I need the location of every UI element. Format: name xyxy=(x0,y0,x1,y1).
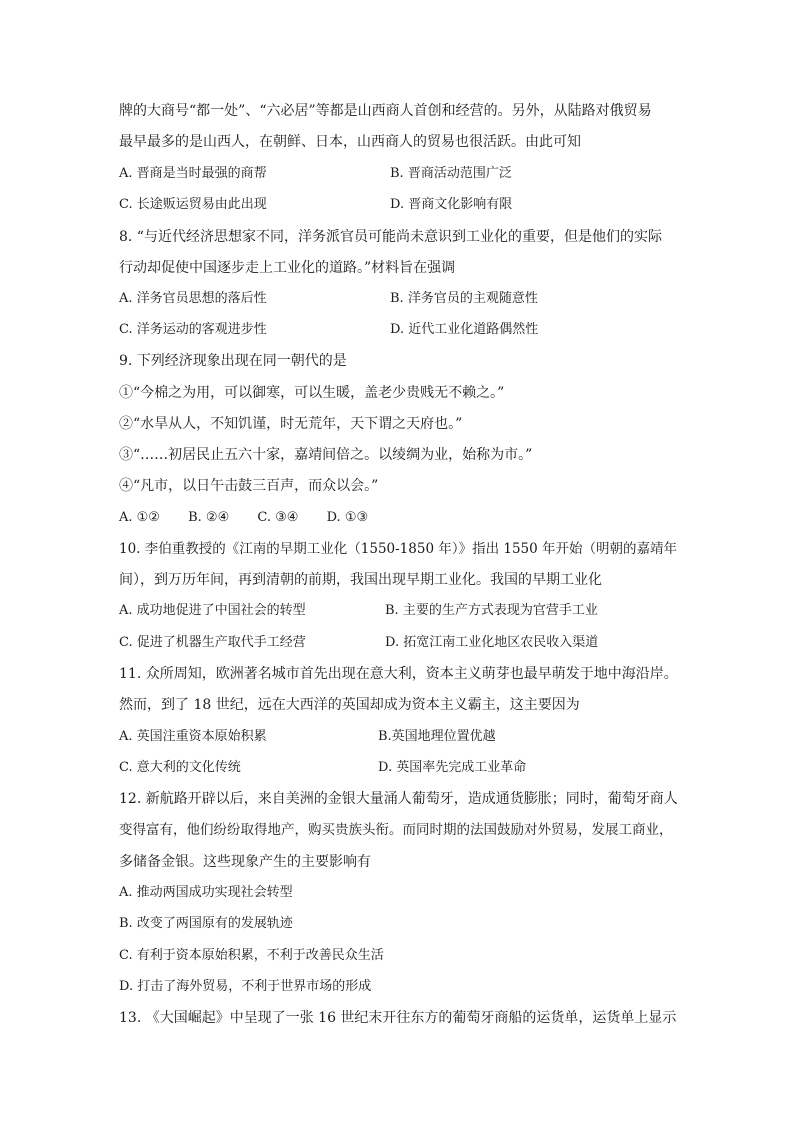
q7-option-b[interactable]: B. 晋商活动范围广泛 xyxy=(390,166,512,181)
q10-option-b[interactable]: B. 主要的生产方式表现为官营手工业 xyxy=(385,603,598,618)
q7-line-1: 牌的大商号“都一处”、“六必居”等都是山西商人首创和经营的。另外，从陆路对俄贸易 xyxy=(119,103,652,119)
q9-option-d[interactable]: D. ①③ xyxy=(326,510,369,525)
q9-options xyxy=(119,508,392,528)
q10-option-d[interactable]: D. 拓宽江南工业化地区农民收入渠道 xyxy=(385,635,599,650)
q8-line-2: 行动却促使中国逐步走上工业化的道路。”材料旨在强调 xyxy=(119,260,456,276)
q11-line-2: 然而，到了 18 世纪，远在大西洋的英国却成为资本主义霸主，这主要因为 xyxy=(119,697,580,713)
q10-line-2: 间），到万历年间，再到清朝的前期，我国出现早期工业化。我国的早期工业化 xyxy=(119,572,602,588)
q9-option-a[interactable]: A. ①② xyxy=(119,510,160,525)
q12-option-c[interactable]: C. 有利于资本原始积累，不利于改善民众生活 xyxy=(119,948,384,963)
q9-line-1: 9. 下列经济现象出现在同一朝代的是 xyxy=(119,353,347,369)
q12-line-3: 多储备金银。这些现象产生的主要影响有 xyxy=(119,854,371,870)
q12-line-1: 12. 新航路开辟以后，来自美洲的金银大量涌人葡萄牙，造成通货膨胀；同时，葡萄牙商人 xyxy=(119,791,678,807)
q8-option-d[interactable]: D. 近代工业化道路偶然性 xyxy=(390,322,539,337)
q9-line-3: ②“水旱从人，不知饥谨，时无荒年，天下谓之天府也。” xyxy=(119,416,463,432)
q11-option-b[interactable]: B.英国地理位置优越 xyxy=(378,729,496,744)
q9-line-4: ③“……初居民止五六十家，嘉靖间倍之。以绫绸为业，始称为市。” xyxy=(119,447,533,463)
q11-line-1: 11. 众所周知，欧洲著名城市首先出现在意大利，资本主义萌芽也最早萌发于地中海沿岸。 xyxy=(119,666,678,682)
q7-option-c[interactable]: C. 长途贩运贸易由此出现 xyxy=(119,197,267,212)
q11-option-a[interactable]: A. 英国注重资本原始积累 xyxy=(119,729,267,744)
q8-option-b[interactable]: B. 洋务官员的主观随意性 xyxy=(390,291,538,306)
q13-line-1: 13. 《大国崛起》中呈现了一张 16 世纪末开往东方的葡萄牙商船的运货单，运货单上显示 xyxy=(119,1010,677,1026)
q11-option-d[interactable]: D. 英国率先完成工业革命 xyxy=(378,760,527,775)
q9-line-2: ①“今棉之为用，可以御寒，可以生暖，盖老少贵贱无不赖之。” xyxy=(119,385,505,401)
q12-line-2: 变得富有，他们纷纷取得地产，购买贵族头衔。而同时期的法国鼓励对外贸易，发展工商业， xyxy=(119,822,673,838)
q7-option-d[interactable]: D. 晋商文化影响有限 xyxy=(390,197,513,212)
q8-option-c[interactable]: C. 洋务运动的客观进步性 xyxy=(119,322,267,337)
q8-line-1: 8. “与近代经济思想家不同，洋务派官员可能尚未意识到工业化的重要，但是他们的实际 xyxy=(119,229,662,245)
q12-option-d[interactable]: D. 打击了海外贸易，不利于世界市场的形成 xyxy=(119,979,372,994)
q8-option-a[interactable]: A. 洋务官员思想的落后性 xyxy=(119,291,267,306)
q9-option-b[interactable]: B. ②④ xyxy=(188,510,230,525)
q10-option-c[interactable]: C. 促进了机器生产取代手工经营 xyxy=(119,635,306,650)
q12-option-b[interactable]: B. 改变了两国原有的发展轨迹 xyxy=(119,916,293,931)
q7-option-a[interactable]: A. 晋商是当时最强的商帮 xyxy=(119,166,267,181)
q7-line-2: 最早最多的是山西人，在朝鲜、日本，山西商人的贸易也很活跃。由此可知 xyxy=(119,134,581,150)
q11-option-c[interactable]: C. 意大利的文化传统 xyxy=(119,760,241,775)
q9-line-5: ④“凡市，以日午击鼓三百声，而众以会。” xyxy=(119,478,379,494)
q10-option-a[interactable]: A. 成功地促进了中国社会的转型 xyxy=(119,603,306,618)
q12-option-a[interactable]: A. 推动两国成功实现社会转型 xyxy=(119,885,293,900)
q10-line-1: 10. 李伯重教授的《江南的早期工业化（1550-1850 年）》指出 1550 年开始（明朝的嘉靖年 xyxy=(119,541,678,557)
q9-option-c[interactable]: C. ③④ xyxy=(257,510,299,525)
